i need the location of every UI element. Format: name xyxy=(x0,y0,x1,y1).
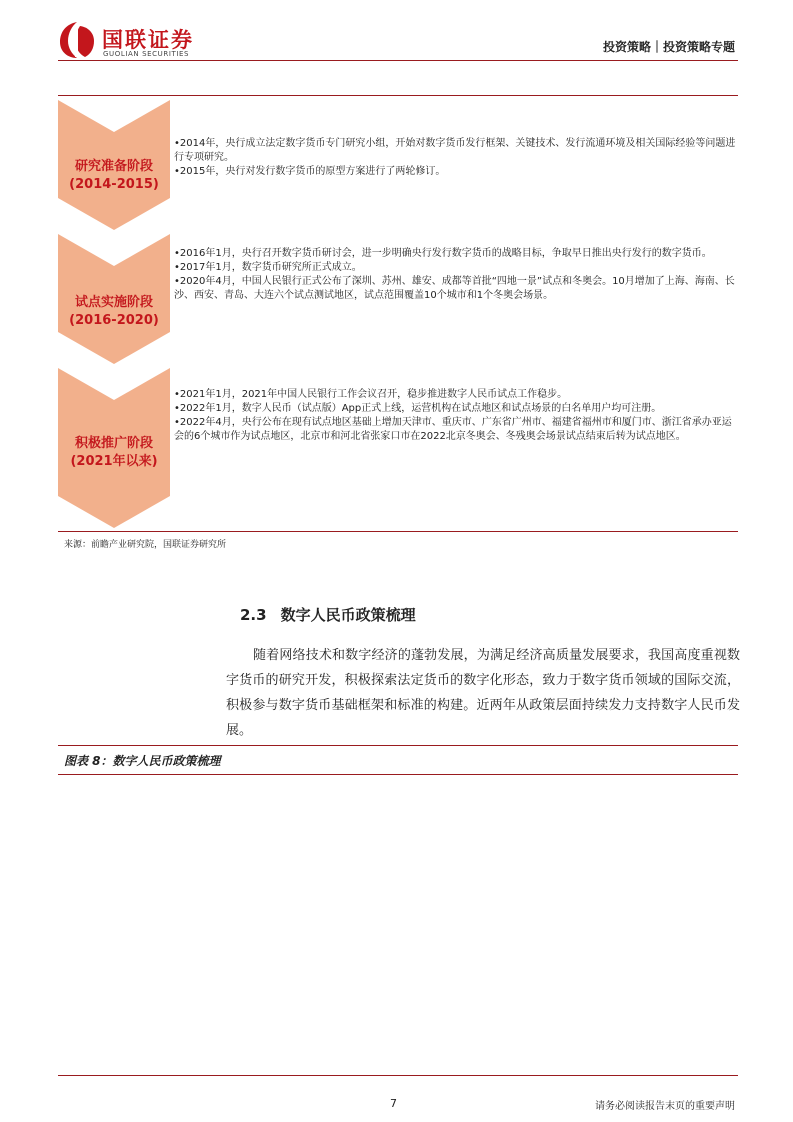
stage-3-item: •2022年1月，数字人民币（试点版）App正式上线，运营机构在试点地区和试点场景的白名单用户均可注册。 xyxy=(174,403,662,414)
stage-1-item: •2015年，央行对发行数字货币的原型方案进行了两轮修订。 xyxy=(174,166,446,177)
section-title: 数字人民币政策梳理 xyxy=(280,606,416,624)
stage-3-label xyxy=(58,435,170,471)
footer-rule xyxy=(58,1075,738,1076)
figure-source: 来源：前瞻产业研究院，国联证券研究所 xyxy=(64,540,227,550)
figure-8-top-rule xyxy=(58,745,738,746)
stage-2-title: 试点实施阶段 xyxy=(74,295,153,310)
logo-chinese-name: 国联证券 xyxy=(102,28,194,52)
section-number: 2.3 xyxy=(240,606,267,624)
stage-1-label xyxy=(58,158,170,194)
figure-top-rule xyxy=(58,95,738,96)
header-rule xyxy=(58,60,738,61)
stage-2-item: •2020年4月，中国人民银行正式公布了深圳、苏州、雄安、成都等首批“四地一景”试点和冬奥会。10月增加了上海、海南、长沙、西安、青岛、大连六个试点测试地区，试点范围覆盖10个城市和1个冬奥会场景。 xyxy=(174,276,735,301)
stage-2-period: (2016-2020) xyxy=(69,313,159,328)
logo-mark-icon xyxy=(58,20,96,60)
figure-bottom-rule xyxy=(58,531,738,532)
stage-3-title: 积极推广阶段 xyxy=(74,436,153,451)
stage-1-description xyxy=(174,137,740,179)
figure-8-title: 图表 8：数字人民币政策梳理 xyxy=(64,754,221,768)
section-paragraph: 随着网络技术和数字经济的蓬勃发展，为满足经济高质量发展要求，我国高度重视数字货币的研究开发，积极探索法定货币的数字化形态，致力于数字货币领域的国际交流，积极参与数字货币基础框架和标准的构建。近两年从政策层面持续发力支持数字人民币发展。 xyxy=(226,648,740,738)
section-heading xyxy=(240,604,416,625)
stage-2-description xyxy=(174,247,740,303)
stage-2-item: •2016年1月，央行召开数字货币研讨会，进一步明确央行发行数字货币的战略目标，争取早日推出央行发行的数字货币。 xyxy=(174,248,712,259)
company-logo xyxy=(58,20,208,60)
stage-3-description xyxy=(174,388,740,444)
stage-1-period: (2014-2015) xyxy=(69,177,159,192)
report-category: 投资策略｜投资策略专题 xyxy=(602,40,735,54)
stage-2-label xyxy=(58,294,170,330)
stage-2-item: •2017年1月，数字货币研究所正式成立。 xyxy=(174,262,362,273)
figure-8-title-rule xyxy=(58,774,738,775)
stage-3-period: (2021年以来) xyxy=(70,454,158,469)
stage-3-item: •2021年1月，2021年中国人民银行工作会议召开，稳步推进数字人民币试点工作稳步。 xyxy=(174,389,568,400)
logo-english-name: GUOLIAN SECURITIES xyxy=(103,50,190,58)
stage-1-title: 研究准备阶段 xyxy=(74,159,153,174)
stage-3-item: •2022年4月，央行公布在现有试点地区基础上增加天津市、重庆市、广东省广州市、福建省福州市和厦门市、浙江省承办亚运会的6个城市作为试点地区，北京市和河北省张家口市在2022北京冬奥会、冬残奥会场景试点结束后转为试点地区。 xyxy=(174,417,732,442)
stage-1-item: •2014年，央行成立法定数字货币专门研究小组，开始对数字货币发行框架、关键技术、发行流通环境及相关国际经验等问题进行专项研究。 xyxy=(174,138,736,163)
disclaimer-note: 请务必阅读报告末页的重要声明 xyxy=(595,1101,735,1112)
page-number: 7 xyxy=(390,1097,397,1110)
